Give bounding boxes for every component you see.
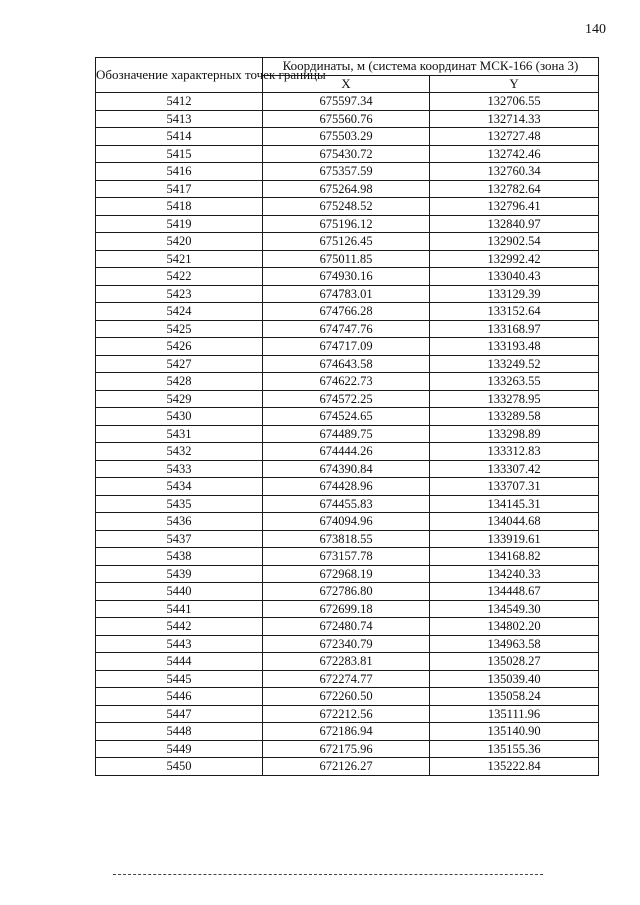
table-row — [96, 320, 599, 338]
y-cell: 134963.58 — [430, 635, 599, 653]
table-row — [96, 285, 599, 303]
point-cell: 5437 — [96, 530, 263, 548]
table-row — [96, 688, 599, 706]
point-cell: 5438 — [96, 548, 263, 566]
x-cell: 672175.96 — [263, 740, 430, 758]
y-cell: 135140.90 — [430, 723, 599, 741]
x-cell: 675248.52 — [263, 198, 430, 216]
table-row — [96, 705, 599, 723]
x-cell: 674489.75 — [263, 425, 430, 443]
x-cell: 672968.19 — [263, 565, 430, 583]
x-cell: 674622.73 — [263, 373, 430, 391]
point-cell: 5426 — [96, 338, 263, 356]
x-cell: 672212.56 — [263, 705, 430, 723]
point-cell: 5419 — [96, 215, 263, 233]
table-row — [96, 530, 599, 548]
y-cell: 134145.31 — [430, 495, 599, 513]
y-cell: 134802.20 — [430, 618, 599, 636]
y-cell: 133129.39 — [430, 285, 599, 303]
point-cell: 5433 — [96, 460, 263, 478]
x-cell: 675126.45 — [263, 233, 430, 251]
y-cell: 134549.30 — [430, 600, 599, 618]
x-cell: 674455.83 — [263, 495, 430, 513]
y-cell: 134044.68 — [430, 513, 599, 531]
point-cell: 5421 — [96, 250, 263, 268]
table-row — [96, 618, 599, 636]
point-cell: 5418 — [96, 198, 263, 216]
point-cell: 5440 — [96, 583, 263, 601]
table-row — [96, 110, 599, 128]
x-cell: 674717.09 — [263, 338, 430, 356]
y-cell: 132760.34 — [430, 163, 599, 181]
y-cell: 132742.46 — [430, 145, 599, 163]
y-cell: 135039.40 — [430, 670, 599, 688]
table-row — [96, 513, 599, 531]
table-row — [96, 460, 599, 478]
y-cell: 133193.48 — [430, 338, 599, 356]
table-row — [96, 163, 599, 181]
y-cell: 133249.52 — [430, 355, 599, 373]
table-row — [96, 355, 599, 373]
point-cell: 5420 — [96, 233, 263, 251]
x-cell: 674444.26 — [263, 443, 430, 461]
x-cell: 674390.84 — [263, 460, 430, 478]
point-cell: 5434 — [96, 478, 263, 496]
table-row — [96, 268, 599, 286]
footer-dashed-rule — [113, 874, 543, 875]
table-row — [96, 758, 599, 776]
table-row — [96, 495, 599, 513]
x-cell: 672786.80 — [263, 583, 430, 601]
y-cell: 132782.64 — [430, 180, 599, 198]
table-row — [96, 233, 599, 251]
x-cell: 675357.59 — [263, 163, 430, 181]
x-cell: 674783.01 — [263, 285, 430, 303]
header-row-top — [96, 58, 599, 76]
x-cell: 675011.85 — [263, 250, 430, 268]
coordinates-table — [95, 57, 599, 776]
point-cell: 5414 — [96, 128, 263, 146]
table-row — [96, 653, 599, 671]
y-cell: 135111.96 — [430, 705, 599, 723]
header-coords-label: Координаты, м (система координат МСК-166 (зона 3) — [263, 58, 599, 76]
header-point-label: Обозначение характерных точек границы — [96, 58, 263, 93]
x-cell: 675430.72 — [263, 145, 430, 163]
point-cell: 5448 — [96, 723, 263, 741]
point-cell: 5446 — [96, 688, 263, 706]
table-row — [96, 443, 599, 461]
x-cell: 674428.96 — [263, 478, 430, 496]
x-cell: 672283.81 — [263, 653, 430, 671]
x-cell: 674643.58 — [263, 355, 430, 373]
point-cell: 5450 — [96, 758, 263, 776]
x-cell: 675264.98 — [263, 180, 430, 198]
y-cell: 135155.36 — [430, 740, 599, 758]
point-cell: 5425 — [96, 320, 263, 338]
point-cell: 5439 — [96, 565, 263, 583]
table-header — [96, 58, 599, 93]
y-cell: 132706.55 — [430, 93, 599, 111]
table-row — [96, 723, 599, 741]
table-row — [96, 180, 599, 198]
point-cell: 5423 — [96, 285, 263, 303]
table-row — [96, 565, 599, 583]
point-cell: 5416 — [96, 163, 263, 181]
y-cell: 133152.64 — [430, 303, 599, 321]
y-cell: 132902.54 — [430, 233, 599, 251]
table-row — [96, 145, 599, 163]
x-cell: 674094.96 — [263, 513, 430, 531]
x-cell: 673157.78 — [263, 548, 430, 566]
y-cell: 132714.33 — [430, 110, 599, 128]
x-cell: 675597.34 — [263, 93, 430, 111]
x-cell: 675196.12 — [263, 215, 430, 233]
point-cell: 5432 — [96, 443, 263, 461]
table-row — [96, 215, 599, 233]
point-cell: 5447 — [96, 705, 263, 723]
y-cell: 134448.67 — [430, 583, 599, 601]
y-cell: 135058.24 — [430, 688, 599, 706]
point-cell: 5422 — [96, 268, 263, 286]
table-row — [96, 338, 599, 356]
y-cell: 133289.58 — [430, 408, 599, 426]
x-cell: 674930.16 — [263, 268, 430, 286]
x-cell: 672480.74 — [263, 618, 430, 636]
x-cell: 672274.77 — [263, 670, 430, 688]
point-cell: 5435 — [96, 495, 263, 513]
point-cell: 5441 — [96, 600, 263, 618]
x-cell: 672260.50 — [263, 688, 430, 706]
table-row — [96, 600, 599, 618]
point-cell: 5445 — [96, 670, 263, 688]
point-cell: 5413 — [96, 110, 263, 128]
table-row — [96, 478, 599, 496]
table-row — [96, 250, 599, 268]
x-cell: 675560.76 — [263, 110, 430, 128]
x-cell: 674524.65 — [263, 408, 430, 426]
y-cell: 132796.41 — [430, 198, 599, 216]
header-x-label: X — [263, 75, 430, 93]
table-row — [96, 128, 599, 146]
table-row — [96, 635, 599, 653]
point-cell: 5415 — [96, 145, 263, 163]
point-cell: 5427 — [96, 355, 263, 373]
y-cell: 133298.89 — [430, 425, 599, 443]
y-cell: 135222.84 — [430, 758, 599, 776]
point-cell: 5424 — [96, 303, 263, 321]
table-row — [96, 93, 599, 111]
y-cell: 132727.48 — [430, 128, 599, 146]
point-cell: 5430 — [96, 408, 263, 426]
x-cell: 674572.25 — [263, 390, 430, 408]
page-number: 140 — [585, 22, 606, 37]
y-cell: 133168.97 — [430, 320, 599, 338]
y-cell: 135028.27 — [430, 653, 599, 671]
point-cell: 5443 — [96, 635, 263, 653]
y-cell: 134240.33 — [430, 565, 599, 583]
x-cell: 674766.28 — [263, 303, 430, 321]
x-cell: 674747.76 — [263, 320, 430, 338]
point-cell: 5417 — [96, 180, 263, 198]
y-cell: 133307.42 — [430, 460, 599, 478]
y-cell: 133312.83 — [430, 443, 599, 461]
point-cell: 5429 — [96, 390, 263, 408]
table-row — [96, 198, 599, 216]
table-row — [96, 740, 599, 758]
y-cell: 133278.95 — [430, 390, 599, 408]
table-row — [96, 583, 599, 601]
point-cell: 5449 — [96, 740, 263, 758]
point-cell: 5431 — [96, 425, 263, 443]
point-cell: 5442 — [96, 618, 263, 636]
point-cell: 5412 — [96, 93, 263, 111]
table-row — [96, 425, 599, 443]
header-y-label: Y — [430, 75, 599, 93]
point-cell: 5436 — [96, 513, 263, 531]
x-cell: 672186.94 — [263, 723, 430, 741]
table-row — [96, 408, 599, 426]
table-row — [96, 390, 599, 408]
y-cell: 133040.43 — [430, 268, 599, 286]
x-cell: 675503.29 — [263, 128, 430, 146]
table-row — [96, 548, 599, 566]
table-row — [96, 303, 599, 321]
point-cell: 5444 — [96, 653, 263, 671]
y-cell: 133707.31 — [430, 478, 599, 496]
x-cell: 672699.18 — [263, 600, 430, 618]
x-cell: 672126.27 — [263, 758, 430, 776]
y-cell: 134168.82 — [430, 548, 599, 566]
y-cell: 132992.42 — [430, 250, 599, 268]
y-cell: 133919.61 — [430, 530, 599, 548]
table-row — [96, 670, 599, 688]
table-row — [96, 373, 599, 391]
table-body — [96, 93, 599, 776]
y-cell: 132840.97 — [430, 215, 599, 233]
y-cell: 133263.55 — [430, 373, 599, 391]
point-cell: 5428 — [96, 373, 263, 391]
x-cell: 673818.55 — [263, 530, 430, 548]
x-cell: 672340.79 — [263, 635, 430, 653]
